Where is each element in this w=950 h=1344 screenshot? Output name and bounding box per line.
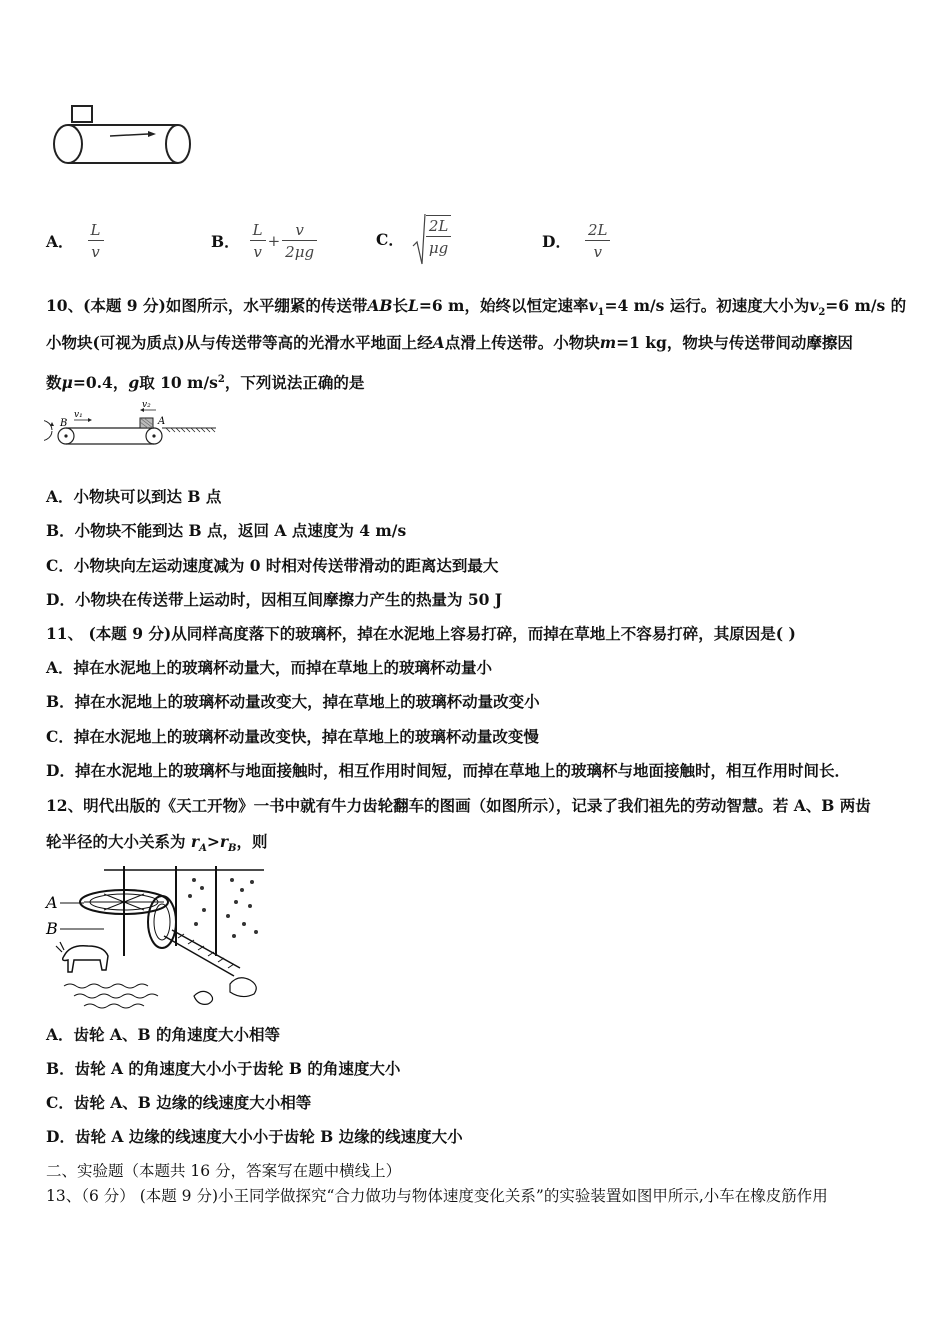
q9-option-d-fraction	[585, 220, 611, 263]
q9-option-d-numerator: 2L	[585, 220, 611, 241]
q12-text: >	[206, 832, 220, 851]
q10-text: =0.4，	[72, 373, 129, 393]
q10-text: 长	[392, 296, 408, 315]
q9-option-c-denominator: μg	[428, 239, 449, 257]
q12-option-b: B．齿轮 A 的角速度大小小于齿轮 B 的角速度大小	[46, 1059, 401, 1078]
q9-option-b-plus: +	[267, 232, 281, 250]
q11-option-d: D．掉在水泥地上的玻璃杯与地面接触时，相互作用时间短，而掉在草地上的玻璃杯与地面接触时，相互作用时间长．	[46, 761, 850, 780]
q10-var-v1: v	[588, 296, 598, 315]
q9-option-a-fraction	[88, 220, 104, 263]
q9-option-b-denominator-2: 2μg	[285, 242, 315, 261]
q10-stem-line-1	[46, 296, 906, 323]
q12-var-rb: r	[219, 832, 229, 851]
q12-stem-line-1: 12、明代出版的《天工开物》一书中就有牛力齿轮翻车的图画（如图所示），记录了我们祖先的劳动智慧。若 A、B 两齿	[46, 796, 871, 815]
sqrt-sign-icon	[412, 212, 426, 266]
q10-text: ，下列说法正确的是	[224, 373, 365, 393]
q10-stem-line-3	[46, 370, 364, 393]
q9-option-d	[542, 216, 610, 266]
q9-option-d-letter: D．	[542, 232, 571, 251]
q10-text: 10、(本题 9 分)如图所示，水平绷紧的传送带	[46, 296, 368, 315]
q11-stem: 11、 (本题 9 分)从同样高度落下的玻璃杯，掉在水泥地上容易打碎，而掉在草地上不容易打碎，其原因是( )	[46, 624, 796, 643]
q10-stem-line-2	[46, 333, 853, 353]
conveyor-label-v1: v₁	[74, 410, 83, 420]
q9-option-b-letter: B．	[211, 232, 240, 251]
q10-var-g: g	[128, 373, 140, 393]
q12-var-ra-sub: A	[199, 843, 207, 855]
q10-option-d: D．小物块在传送带上运动时，因相互间摩擦力产生的热量为 50 J	[46, 590, 503, 609]
q10-var-ab: AB	[367, 296, 393, 315]
q10-text: =1 kg，物块与传送带间动摩擦因	[616, 333, 853, 352]
q10-text: =6 m，始终以恒定速率	[418, 296, 589, 315]
conveyor-label-v2: v₂	[142, 400, 151, 410]
q12-option-d: D．齿轮 A 边缘的线速度大小小于齿轮 B 边缘的线速度大小	[46, 1127, 463, 1146]
q11-option-a: A．掉在水泥地上的玻璃杯动量大，而掉在草地上的玻璃杯动量小	[46, 658, 493, 677]
q9-option-b-fraction-1	[250, 220, 266, 263]
conveyor-cylinder-figure	[48, 100, 198, 170]
section-heading-experiment: 二、实验题（本题共 16 分，答案写在题中横线上）	[46, 1162, 402, 1180]
q10-text: 小物块(可视为质点)从与传送带等高的光滑水平地面上经	[46, 333, 433, 352]
q11-option-c: C．掉在水泥地上的玻璃杯动量改变快，掉在草地上的玻璃杯动量改变慢	[46, 727, 539, 746]
q10-text: 取 10 m/s	[139, 373, 218, 393]
gear-label-a: A	[46, 893, 58, 912]
q12-option-c: C．齿轮 A、B 边缘的线速度大小相等	[46, 1093, 312, 1112]
q12-text: 轮半径的大小关系为	[46, 832, 191, 851]
q10-text: 数	[46, 373, 62, 393]
q10-text: 点滑上传送带。小物块	[444, 333, 600, 352]
conveyor-label-b: B	[60, 418, 68, 429]
q9-option-d-denominator: v	[593, 242, 602, 261]
q10-var-v2-sub: 2	[818, 307, 826, 319]
q10-var-v1-sub: 1	[597, 307, 605, 319]
q11-option-b: B．掉在水泥地上的玻璃杯动量改变大，掉在草地上的玻璃杯动量改变小	[46, 692, 540, 711]
q9-option-c-fraction	[426, 215, 452, 259]
q9-option-a-denominator: v	[91, 242, 100, 261]
q10-text: =4 m/s 运行。初速度大小为	[604, 296, 810, 315]
q10-var-mu: μ	[61, 373, 73, 393]
q10-var-a: A	[432, 333, 445, 352]
q9-option-b-numerator-1: L	[250, 220, 266, 241]
q10-option-c: C．小物块向左运动速度减为 0 时相对传送带滑动的距离达到最大	[46, 556, 499, 575]
q13-stem: 13、（6 分） (本题 9 分)小王同学做探究“合力做功与物体速度变化关系”的实验装置如图甲所示,小车在橡皮筋作用	[46, 1187, 828, 1205]
q9-option-b-fraction-2	[282, 220, 317, 263]
q10-sup: 2	[217, 374, 225, 385]
q10-var-m: m	[599, 333, 617, 352]
q9-option-c	[376, 210, 451, 268]
gear-label-b: B	[46, 919, 58, 938]
q10-text: =6 m/s 的	[825, 296, 907, 315]
q10-option-a: A．小物块可以到达 B 点	[46, 487, 222, 506]
q9-option-a-numerator: L	[88, 220, 104, 241]
q9-option-a	[46, 216, 104, 266]
q9-option-b-numerator-2: v	[282, 220, 317, 241]
q9-option-c-letter: C．	[376, 230, 404, 249]
q12-var-rb-sub: B	[228, 843, 237, 855]
q10-option-b: B．小物块不能到达 B 点，返回 A 点速度为 4 m/s	[46, 521, 407, 540]
q9-option-c-numerator: 2L	[426, 216, 452, 237]
q9-option-b-denominator-1: v	[253, 242, 262, 261]
conveyor-label-a: A	[158, 416, 166, 427]
q12-var-ra: r	[190, 832, 200, 851]
water-wheel-illustration	[44, 866, 266, 1012]
q12-text: ，则	[236, 832, 268, 851]
q10-var-v2: v	[809, 296, 819, 315]
q12-option-a: A．齿轮 A、B 的角速度大小相等	[46, 1025, 280, 1044]
q9-option-b	[211, 216, 317, 266]
conveyor-belt-figure	[44, 400, 220, 450]
q9-option-a-letter: A．	[46, 232, 74, 251]
q12-stem-line-2	[46, 832, 267, 859]
q10-var-l: L	[407, 296, 419, 315]
